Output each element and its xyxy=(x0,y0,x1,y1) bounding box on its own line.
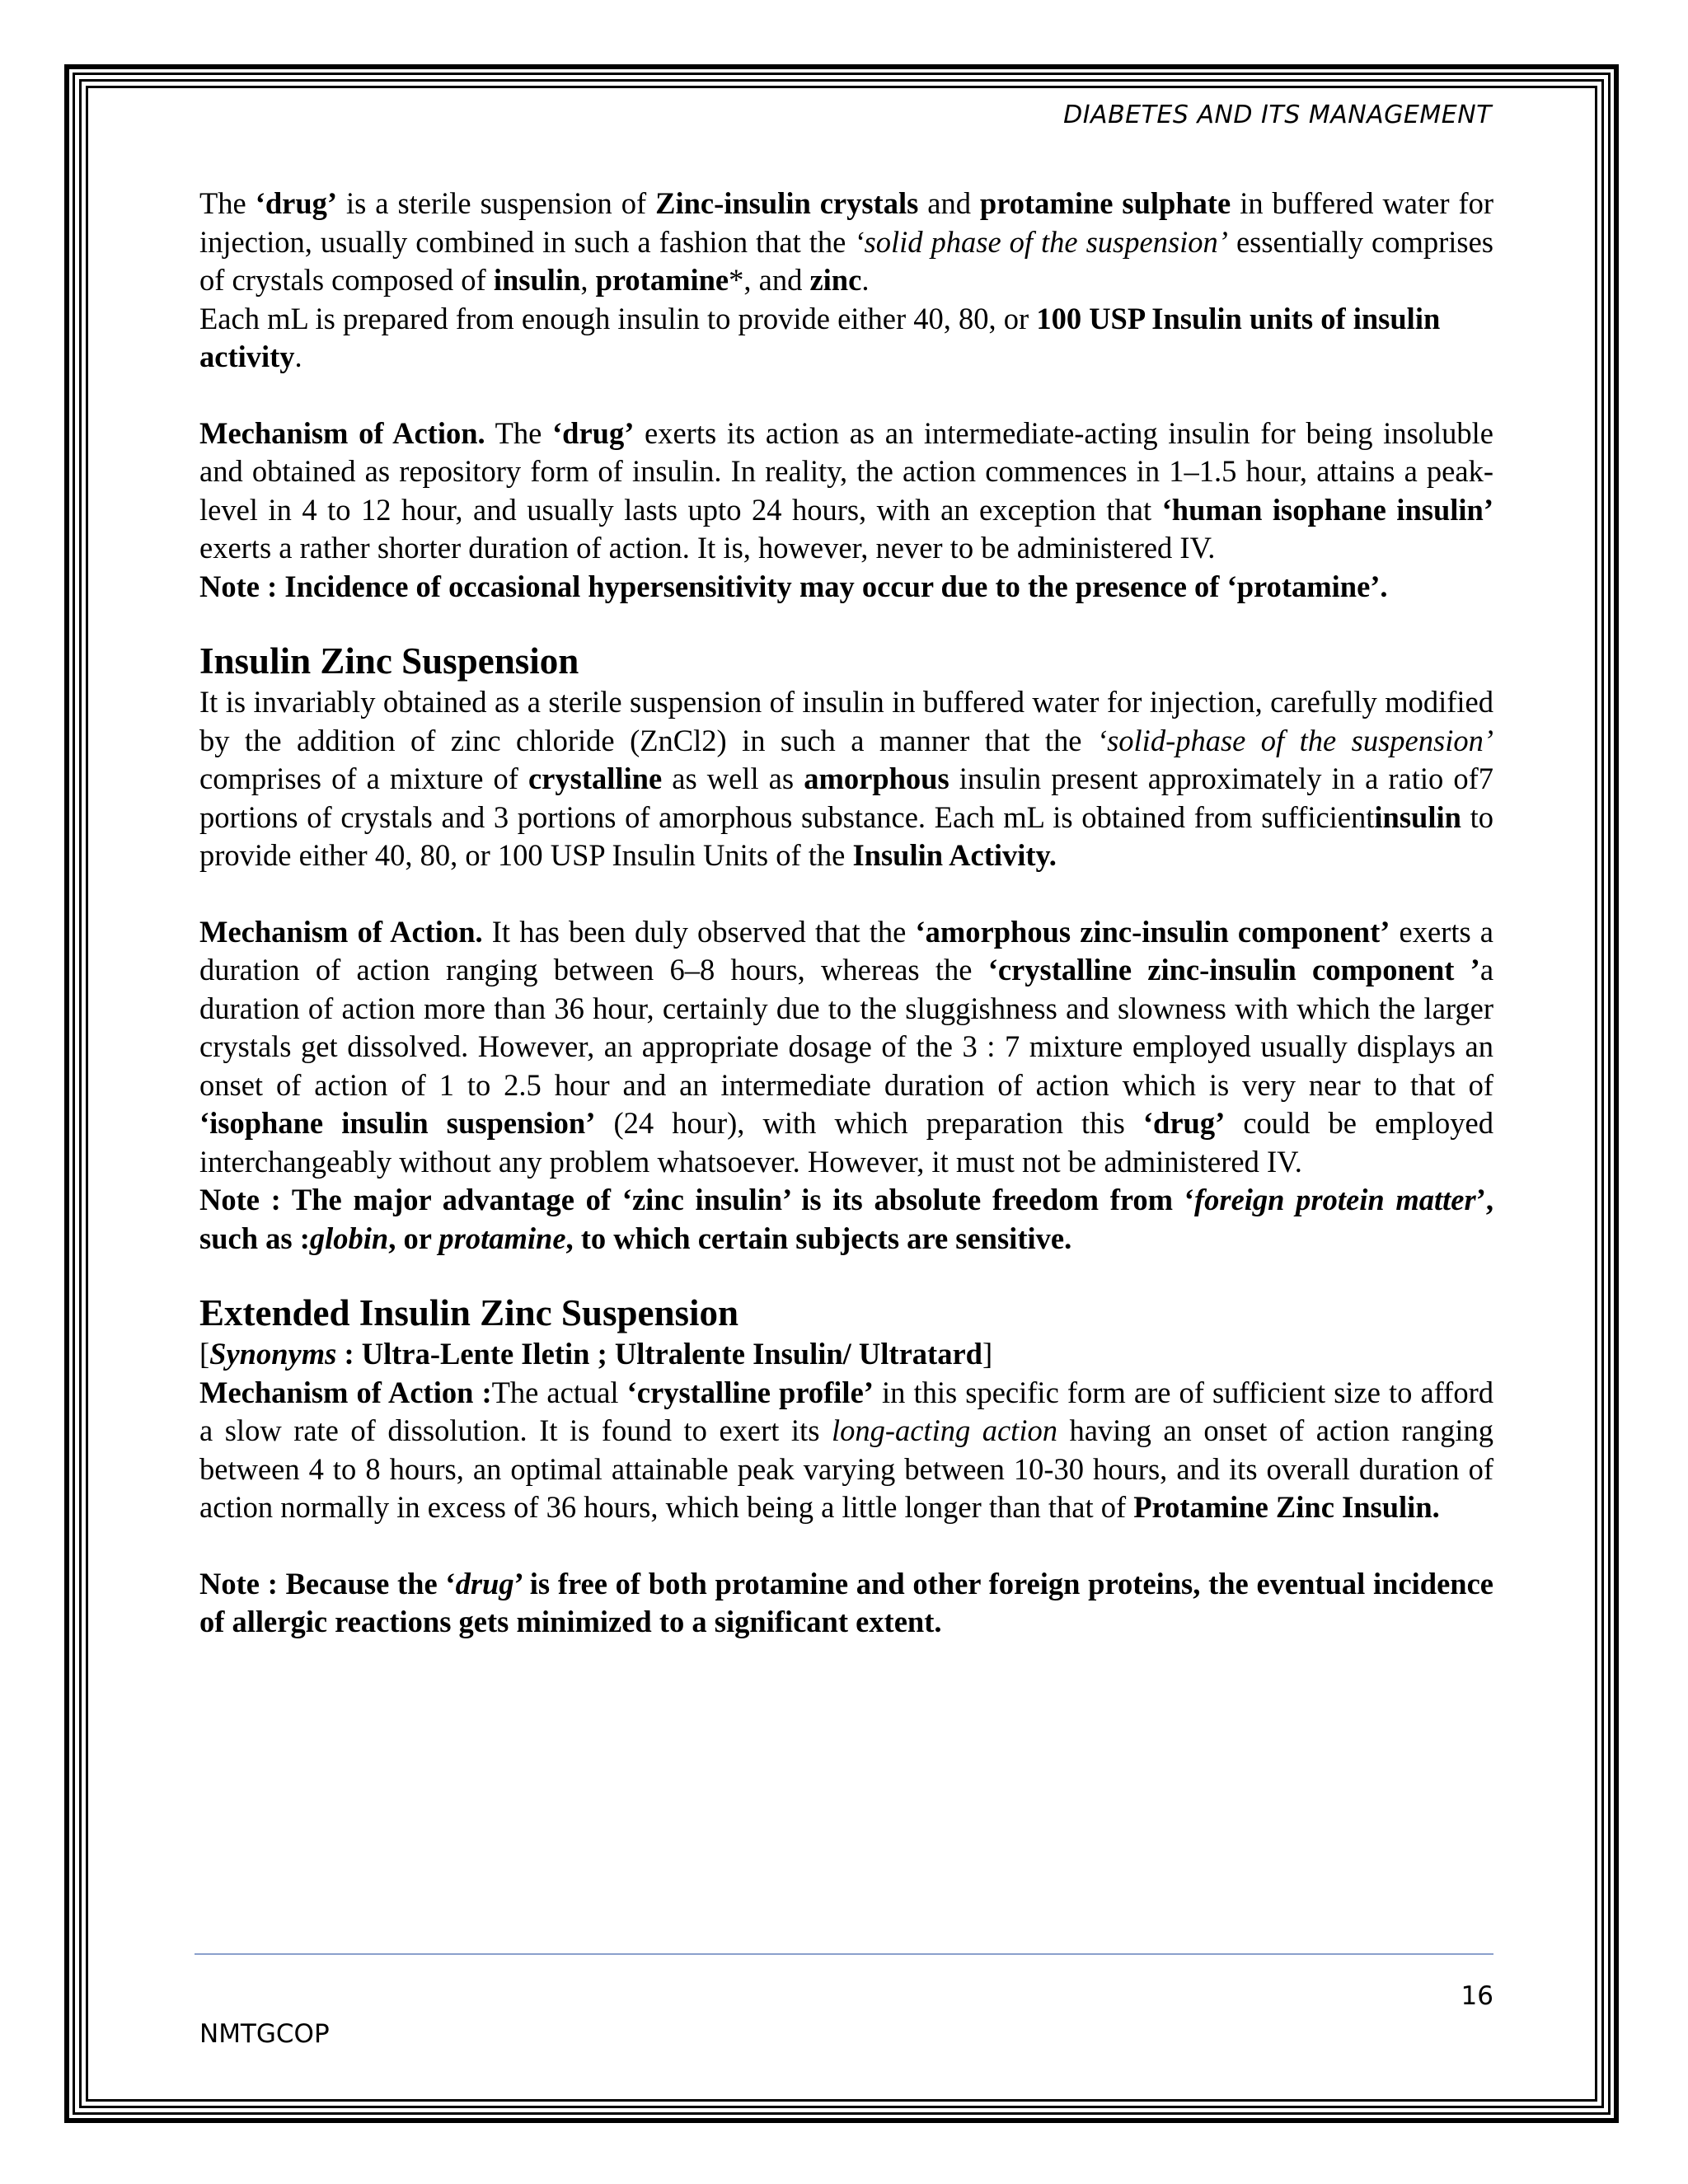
synonyms-line: [Synonyms : Ultra-Lente Iletin ; Ultralente Insulin/ Ultratard] xyxy=(199,1337,993,1371)
note-zinc-insulin: Note : The major advantage of ‘zinc insulin’ is its absolute freedom from ‘foreign protein matter’, such as :globin, or protamine, to which certain subjects are sensitive. xyxy=(199,1183,1493,1255)
paragraph-zinc-suspension: It is invariably obtained as a sterile suspension of insulin in buffered water for injection, carefully modified by the addition of zinc chloride (ZnCl2) in such a manner that the ‘solid-phase of the suspension’ comprises of a mixture of crystalline as well as amorphous insulin present approximately in a ratio of7 portions of crystals and 3 portions of amorphous substance. Each mL is obtained from sufficientinsulin to provide either 40, 80, or 100 USP Insulin Units of the Insulin Activity. xyxy=(199,685,1494,872)
page-number: 16 xyxy=(1461,1981,1493,2011)
heading-extended-insulin-zinc-suspension: Extended Insulin Zinc Suspension xyxy=(199,1292,739,1333)
paragraph-mechanism-3: Mechanism of Action :The actual ‘crystalline profile’ in this specific form are of sufficient size to afford a slow rate of dissolution. It is found to exert its long-acting action having an onset of action ranging between 4 to 8 hours, an optimal attainable peak varying between 10-30 hours, and its overall duration of action normally in excess of 36 hours, which being a little longer than that of Protamine Zinc Insulin. xyxy=(199,1375,1493,1524)
page-content xyxy=(199,185,1493,1642)
running-header: DIABETES AND ITS MANAGEMENT xyxy=(1063,101,1492,129)
note-hypersensitivity: Note : Incidence of occasional hypersensitivity may occur due to the presence of ‘protamine’. xyxy=(199,569,1388,603)
paragraph-units: Each mL is prepared from enough insulin to provide either 40, 80, or 100 USP Insulin units of insulin activity. xyxy=(199,301,1441,373)
paragraph-mechanism-1: Mechanism of Action. The ‘drug’ exerts its action as an intermediate-acting insulin for being insoluble and obtained as repository form of insulin. In reality, the action commences in 1–1.5 hour, attains a peak-level in 4 to 12 hour, and usually lasts upto 24 hours, with an exception that ‘human isophane insulin’ exerts a rather shorter duration of action. It is, however, never to be administered IV. xyxy=(199,415,1494,565)
paragraph-mechanism-2: Mechanism of Action. It has been duly observed that the ‘amorphous zinc-insulin component’ exerts a duration of action ranging between 6–8 hours, whereas the ‘crystalline zinc-insulin component ’a duration of action more than 36 hour, certainly due to the sluggishness and slowness with which the larger crystals get dissolved. However, an appropriate dosage of the 3 : 7 mixture employed usually displays an onset of action of 1 to 2.5 hour and an intermediate duration of action which is very near to that of ‘isophane insulin suspension’ (24 hour), with which preparation this ‘drug’ could be employed interchangeably without any problem whatsoever. However, it must not be administered IV. xyxy=(199,914,1494,1179)
paragraph-drug-description: The ‘drug’ is a sterile suspension of Zinc-insulin crystals and protamine sulphate in buffered water for injection, usually combined in such a fashion that the ‘solid phase of the suspension’ essentially comprises of crystals composed of insulin, protamine*, and zinc. xyxy=(199,186,1494,297)
footer-divider xyxy=(195,1953,1493,1955)
heading-insulin-zinc-suspension: Insulin Zinc Suspension xyxy=(199,640,579,682)
footer-institution: NMTGCOP xyxy=(199,2019,330,2049)
note-allergic-reactions: Note : Because the ‘drug’ is free of both protamine and other foreign proteins, the eventual incidence of allergic reactions gets minimized to a significant extent. xyxy=(199,1566,1493,1638)
